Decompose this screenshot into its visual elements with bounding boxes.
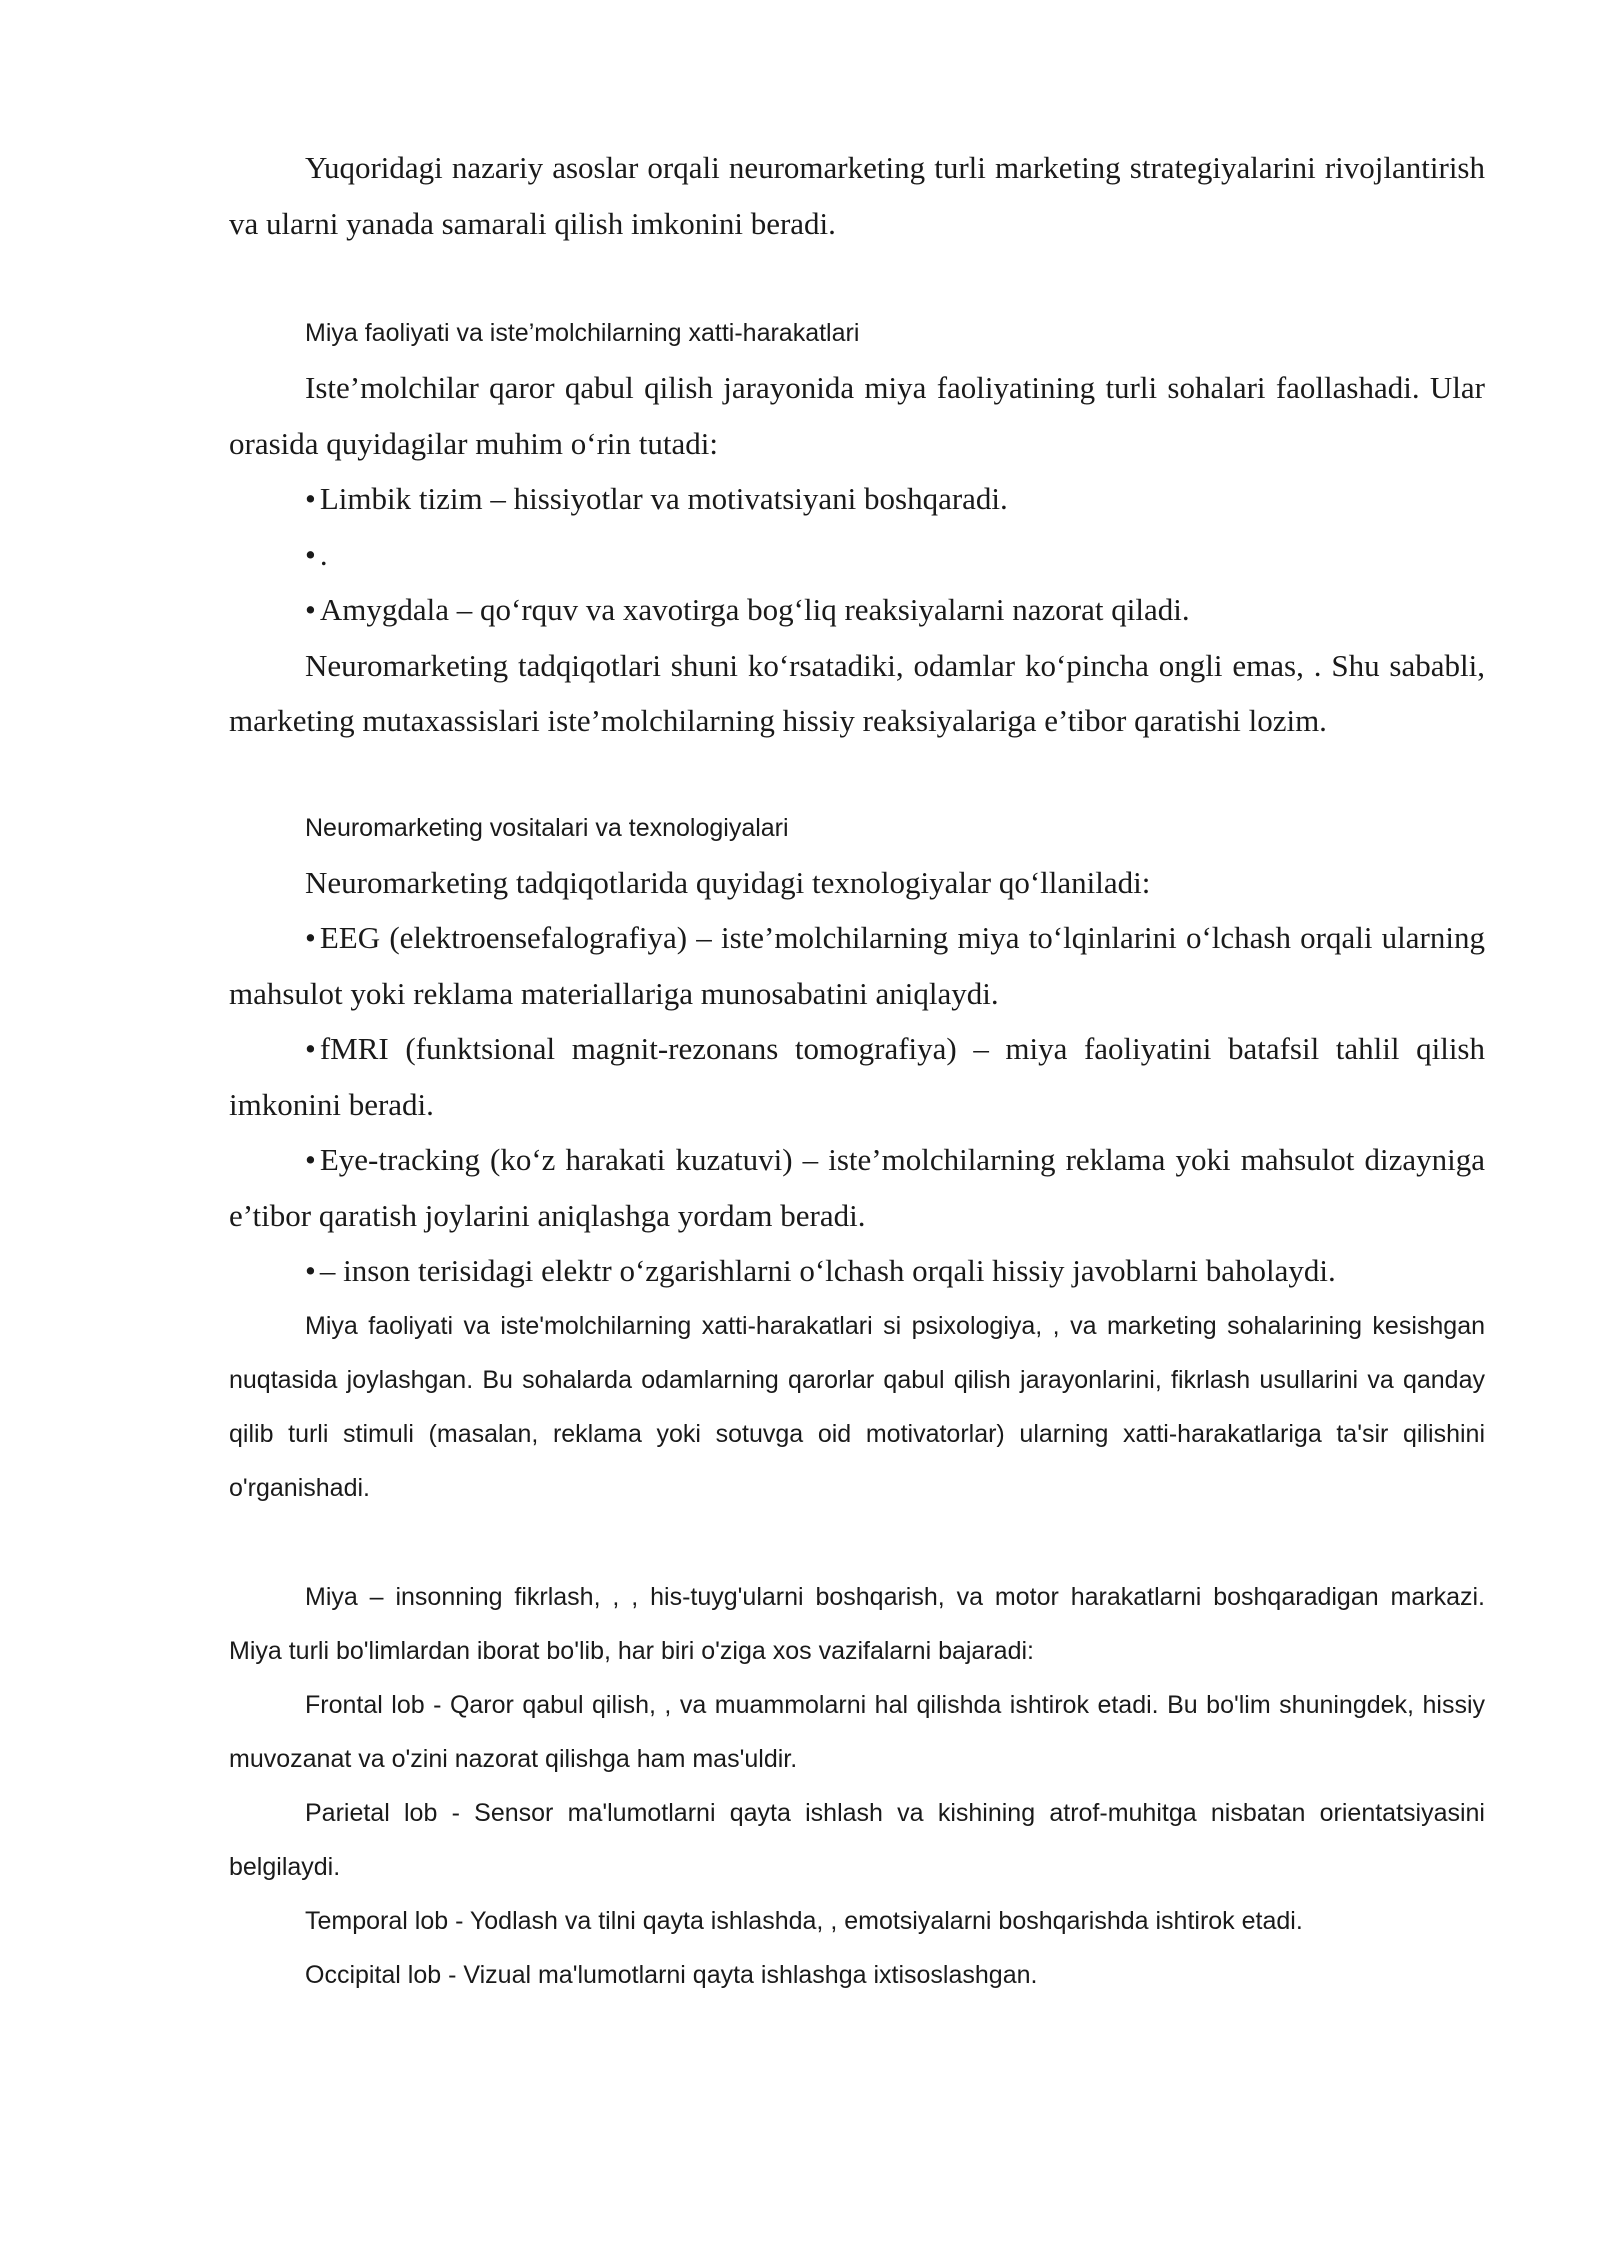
bullet-item (229, 1021, 1485, 1132)
bullet-item (229, 527, 1485, 583)
bullet-icon: • (305, 481, 316, 516)
paragraph-temporal-lobe: Temporal lob - Yodlash va tilni qayta ishlashda, , emotsiyalarni boshqarishda ishtirok etadi. (305, 1906, 1303, 1935)
paragraph-research: Neuromarketing tadqiqotlari shuni ko‘rsatadiki, odamlar ko‘pincha ongli emas, . Shu sababli, marketing mutaxassislari iste’molchilarning hissiy reaksiyalariga e’tibor qaratishi lozim. (229, 647, 1485, 738)
bullet-icon: • (305, 1253, 316, 1288)
bullet-icon: • (305, 592, 316, 627)
paragraph-behavior: Miya faoliyati va iste'molchilarning xatti-harakatlari si psixologiya, , va marketing sohalarining kesishgan nuqtasida joylashgan. Bu sohalarda odamlarning qarorlar qabul qilish jarayonlarini, fikrlash usullarini va qanday qilib turli stimuli (masalan, reklama yoki sotuvga oid motivatorlar) ularning xatti-harakatlariga ta'sir qilishini o'rganishadi. (229, 1311, 1485, 1502)
bullet-text: Amygdala – qo‘rquv va xavotirga bog‘liq reaksiyalarni nazorat qiladi. (319, 592, 1190, 627)
paragraph-technologies: Neuromarketing tadqiqotlarida quyidagi texnologiyalar qo‘llaniladi: (305, 864, 1151, 900)
bullet-text: – inson terisidagi elektr o‘zgarishlarni o‘lchash orqali hissiy javoblarni baholaydi. (319, 1253, 1336, 1288)
spacer (229, 749, 1485, 801)
bullet-icon: • (305, 536, 316, 572)
bullet-text: Eye-tracking (ko‘z harakati kuzatuvi) – iste’molchilarning reklama yoki mahsulot dizayniga e’tibor qaratish joylarini aniqlashga yordam beradi. (229, 1142, 1485, 1233)
bullet-item (229, 1243, 1485, 1299)
bullet-item (229, 471, 1485, 527)
paragraph-frontal-lobe: Frontal lob - Qaror qabul qilish, , va muammolarni hal qilishda ishtirok etadi. Bu bo'lim shuningdek, hissiy muvozanat va o'zini nazorat qilishga ham mas'uldir. (229, 1690, 1485, 1773)
bullet-text: fMRI (funktsional magnit-rezonans tomografiya) – miya faoliyatini batafsil tahlil qilish imkonini beradi. (229, 1031, 1485, 1122)
document-body (229, 140, 1485, 2002)
bullet-text: . (319, 536, 328, 572)
paragraph-consumers: Iste’molchilar qaror qabul qilish jarayonida miya faoliyatining turli sohalari faollashadi. Ular orasida quyidagilar muhim o‘rin tutadi: (229, 370, 1485, 461)
bullet-text: EEG (elektroensefalografiya) – iste’molchilarning miya to‘lqinlarini o‘lchash orqali ularning mahsulot yoki reklama materiallariga munosabatini aniqlaydi. (229, 920, 1485, 1011)
section-heading-tools: Neuromarketing vositalari va texnologiyalari (305, 813, 789, 842)
bullet-icon: • (305, 1031, 316, 1066)
bullet-item (229, 910, 1485, 1021)
paragraph-occipital-lobe: Occipital lob - Vizual ma'lumotlarni qayta ishlashga ixtisoslashgan. (305, 1960, 1038, 1989)
spacer (229, 1515, 1485, 1570)
bullet-item (229, 582, 1485, 638)
bullet-icon: • (305, 1142, 316, 1177)
spacer (229, 251, 1485, 306)
paragraph-brain: Miya – insonning fikrlash, , , his-tuyg'ularni boshqarish, va motor harakatlarni boshqaradigan markazi. Miya turli bo'limlardan iborat bo'lib, har biri o'ziga xos vazifalarni bajaradi: (229, 1582, 1485, 1665)
intro-paragraph: Yuqoridagi nazariy asoslar orqali neuromarketing turli marketing strategiyalarini rivojlantirish va ularni yanada samarali qilish imkonini beradi. (229, 150, 1485, 241)
bullet-icon: • (305, 920, 316, 955)
bullet-item (229, 1132, 1485, 1243)
section-heading-brain-activity: Miya faoliyati va iste’molchilarning xatti-harakatlari (305, 319, 860, 347)
bullet-text: Limbik tizim – hissiyotlar va motivatsiyani boshqaradi. (319, 481, 1008, 516)
paragraph-parietal-lobe: Parietal lob - Sensor ma'lumotlarni qayta ishlash va kishining atrof-muhitga nisbatan orientatsiyasini belgilaydi. (229, 1798, 1485, 1881)
